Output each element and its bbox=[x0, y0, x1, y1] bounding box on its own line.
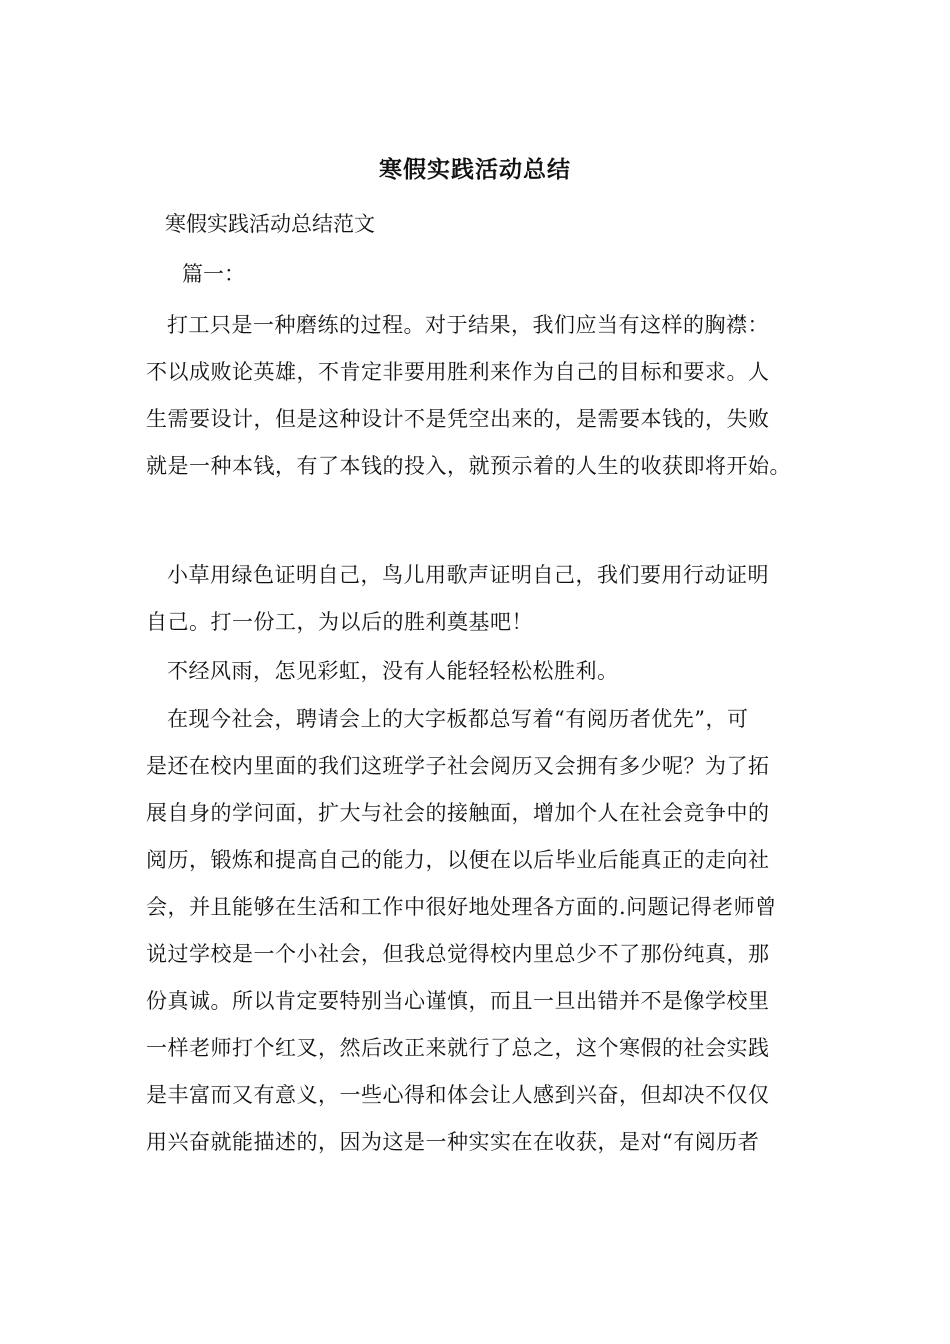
paragraph-line: 生需要设计，但是这种设计不是凭空出来的，是需要本钱的，失败 bbox=[146, 407, 770, 431]
document-subtitle: 寒假实践活动总结范文 bbox=[165, 212, 375, 236]
paragraph-line: 用兴奋就能描述的，因为这是一种实实在在收获，是对“有阅历者 bbox=[146, 1130, 760, 1154]
paragraph-line: 是还在校内里面的我们这班学子社会阅历又会拥有多少呢？为了拓 bbox=[146, 754, 770, 778]
paragraph-line: 阅历，锻炼和提高自己的能力，以便在以后毕业后能真正的走向社 bbox=[146, 848, 770, 872]
paragraph-line: 不以成败论英雄，不肯定非要用胜利来作为自己的目标和要求。人 bbox=[146, 360, 770, 384]
paragraph-line: 一样老师打个红叉，然后改正来就行了总之，这个寒假的社会实践 bbox=[146, 1036, 770, 1060]
paragraph-line: 在现今社会，聘请会上的大字板都总写着“有阅历者优先”，可 bbox=[167, 707, 749, 731]
paragraph-line: 是丰富而又有意义，一些心得和体会让人感到兴奋，但却决不仅仅 bbox=[146, 1083, 770, 1107]
paragraph-line: 会，并且能够在生活和工作中很好地处理各方面的.问题记得老师曾 bbox=[146, 895, 777, 919]
paragraph-1 bbox=[146, 302, 826, 490]
paragraph-line: 就是一种本钱，有了本钱的投入，就预示着的人生的收获即将开始。 bbox=[146, 454, 791, 478]
paragraph-line: 小草用绿色证明自己，鸟儿用歌声证明自己，我们要用行动证明 bbox=[167, 563, 769, 587]
paragraph-line: 自己。打一份工，为以后的胜利奠基吧！ bbox=[146, 610, 533, 634]
paragraph-2 bbox=[146, 552, 826, 646]
paragraph-line: 说过学校是一个小社会，但我总觉得校内里总少不了那份纯真，那 bbox=[146, 942, 770, 966]
paragraph-line: 打工只是一种磨练的过程。对于结果，我们应当有这样的胸襟： bbox=[167, 313, 769, 337]
paragraph-line: 不经风雨，怎见彩虹，没有人能轻轻松松胜利。 bbox=[167, 659, 619, 683]
paragraph-line: 份真诚。所以肯定要特别当心谨慎，而且一旦出错并不是像学校里 bbox=[146, 989, 770, 1013]
section-label: 篇一： bbox=[182, 262, 245, 286]
paragraph-3 bbox=[146, 648, 826, 695]
document-title: 寒假实践活动总结 bbox=[379, 156, 571, 183]
paragraph-4 bbox=[146, 696, 826, 1166]
paragraph-line: 展自身的学问面，扩大与社会的接触面，增加个人在社会竞争中的 bbox=[146, 801, 770, 825]
